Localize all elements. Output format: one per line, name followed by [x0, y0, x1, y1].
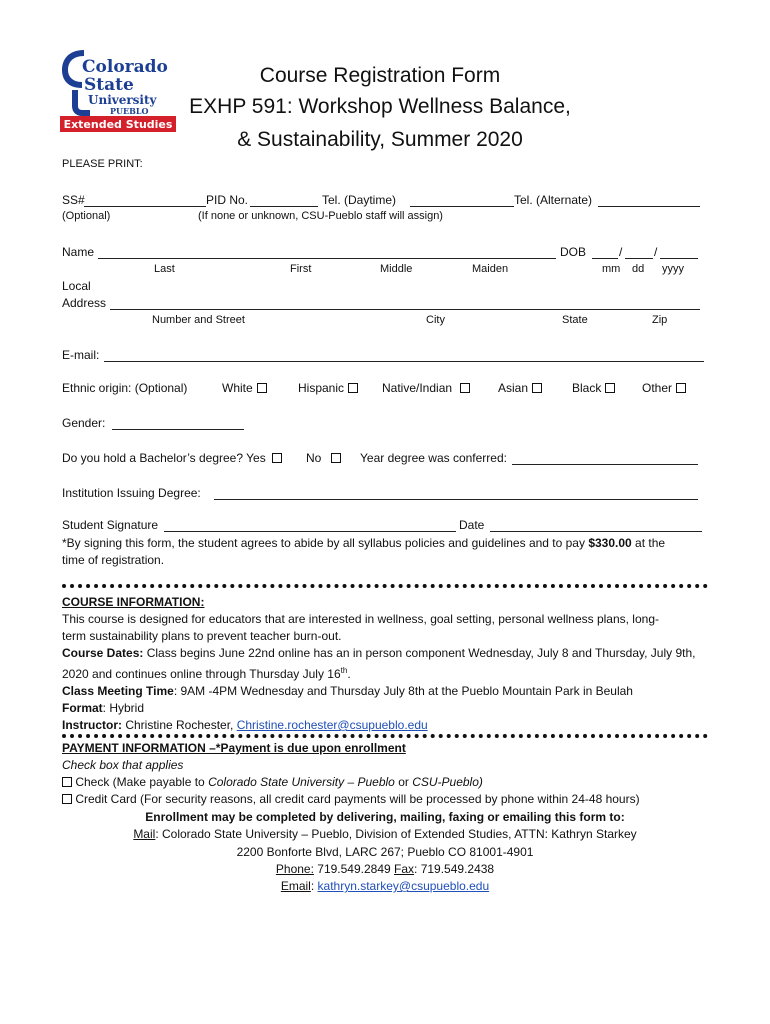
- format-label: Format: [62, 701, 103, 715]
- middle-caption: Middle: [380, 263, 413, 275]
- course-dates-label: Course Dates:: [62, 646, 144, 660]
- logo-extended-studies: Extended Studies: [63, 118, 173, 131]
- ethnic-hispanic-label: Hispanic: [298, 381, 345, 395]
- logo-pueblo: PUEBLO: [110, 106, 149, 116]
- ethnic-native-label: Native/Indian: [382, 381, 453, 395]
- course-desc-1: This course is designed for educators that are interested in wellness, goal setting, personal wellness plans, long-: [62, 612, 659, 626]
- date-label: Date: [459, 518, 485, 532]
- yyyy-caption: yyyy: [662, 263, 684, 275]
- email-field[interactable]: [104, 361, 704, 362]
- mm-caption: mm: [602, 263, 621, 275]
- meeting-time: : 9AM -4PM Wednesday and Thursday July 8th at the Pueblo Mountain Park in Beulah: [173, 684, 633, 698]
- zip-caption: Zip: [652, 314, 668, 326]
- check-payee-2: CSU-Pueblo): [412, 775, 483, 789]
- phone-label: Phone:: [275, 862, 314, 876]
- date-field[interactable]: [490, 531, 702, 532]
- ethnic-black-option[interactable]: [572, 381, 615, 395]
- name-field[interactable]: [98, 258, 556, 259]
- checkbox-black[interactable]: [605, 383, 615, 393]
- ss-label: SS#: [62, 193, 85, 207]
- gender-label: Gender:: [62, 416, 106, 430]
- instructor-email-link[interactable]: Christine.rochester@csupueblo.edu: [236, 718, 428, 732]
- ethnic-asian-label: Asian: [498, 381, 529, 395]
- check-payment-text: Check (Make payable to: [72, 775, 209, 789]
- contact-email-link[interactable]: kathryn.starkey@csupueblo.edu: [317, 879, 490, 893]
- dotted-divider-1: [62, 584, 708, 588]
- course-information: [62, 594, 708, 734]
- year-conferred-field[interactable]: [512, 464, 698, 465]
- bachelor-no-label: No: [306, 451, 322, 465]
- bachelor-question: [62, 451, 282, 465]
- course-info-heading: COURSE INFORMATION:: [62, 595, 205, 609]
- tel-alternate-label: Tel. (Alternate): [514, 193, 593, 207]
- agreement-text: [62, 535, 708, 569]
- ss-note: (Optional): [62, 210, 111, 222]
- signature-field[interactable]: [164, 531, 456, 532]
- pid-field[interactable]: [250, 206, 318, 207]
- course-dates-2: 2020 and continues online through Thursday July 16: [62, 667, 341, 681]
- checkbox-native[interactable]: [460, 383, 470, 393]
- signature-label: Student Signature: [62, 518, 159, 532]
- maiden-caption: Maiden: [472, 263, 509, 275]
- check-box-instruction: Check box that applies: [62, 758, 184, 772]
- please-print-label: PLEASE PRINT:: [62, 158, 143, 170]
- csu-pueblo-logo: [60, 46, 178, 132]
- fax-label: Fax: [394, 862, 415, 876]
- payment-heading: PAYMENT INFORMATION –*Payment is due upon enrollment: [62, 741, 406, 755]
- fee-amount: $330.00: [588, 536, 632, 550]
- institution-field[interactable]: [214, 499, 698, 500]
- instructor-name: Christine Rochester,: [122, 718, 237, 732]
- course-dates-sup: th: [340, 666, 348, 675]
- agreement-text-3: time of registration.: [62, 553, 165, 567]
- first-caption: First: [290, 263, 312, 275]
- logo-university: University: [88, 93, 157, 107]
- checkbox-bachelor-no[interactable]: [331, 453, 341, 463]
- pid-note: (If none or unknown, CSU-Pueblo staff will assign): [198, 210, 443, 222]
- bachelor-no-option[interactable]: [306, 451, 341, 465]
- course-desc-2: term sustainability plans to prevent teacher burn-out.: [62, 629, 342, 643]
- checkbox-check-payment[interactable]: [62, 777, 72, 787]
- checkbox-white[interactable]: [257, 383, 267, 393]
- phone-fax: [62, 862, 708, 876]
- street-caption: Number and Street: [152, 314, 245, 326]
- dob-sep-1: /: [619, 245, 623, 259]
- mail-label: Mail: [133, 827, 156, 841]
- meeting-time-label: Class Meeting Time: [62, 684, 174, 698]
- year-conferred-label: Year degree was conferred:: [360, 451, 507, 465]
- dob-year-field[interactable]: [660, 258, 698, 259]
- mail-value: : Colorado State University – Pueblo, Division of Extended Studies, ATTN: Kathryn Starkey: [155, 827, 637, 841]
- check-or: or: [394, 775, 413, 789]
- last-caption: Last: [154, 263, 175, 275]
- pid-label: PID No.: [206, 193, 249, 207]
- dob-month-field[interactable]: [592, 258, 618, 259]
- dob-day-field[interactable]: [625, 258, 653, 259]
- city-caption: City: [426, 314, 445, 326]
- ethnic-native-option[interactable]: [382, 381, 470, 395]
- dotted-divider-2: [62, 734, 708, 738]
- dob-label: DOB: [560, 245, 587, 259]
- email-contact-label: Email: [280, 879, 311, 893]
- phone-value: 719.549.2849: [313, 862, 395, 876]
- tel-daytime-field[interactable]: [410, 206, 514, 207]
- ethnic-white-label: White: [222, 381, 253, 395]
- institution-label: Institution Issuing Degree:: [62, 486, 201, 500]
- format-value: : Hybrid: [102, 701, 145, 715]
- address-label: Address: [62, 296, 107, 310]
- course-dates-1: Class begins June 22nd online has an in person component Wednesday, July 8 and Thursday, July 9th,: [143, 646, 696, 660]
- dob-sep-2: /: [654, 245, 658, 259]
- gender-field[interactable]: [112, 429, 244, 430]
- ethnic-asian-option[interactable]: [498, 381, 542, 395]
- form-title: Course Registration Form: [259, 64, 501, 87]
- email-sep: :: [310, 879, 318, 893]
- ethnic-white-option[interactable]: [222, 381, 267, 395]
- bachelor-question-text: Do you hold a Bachelor’s degree? Yes: [62, 451, 266, 465]
- logo-colorado: Colorado: [82, 57, 168, 77]
- tel-daytime-label: Tel. (Daytime): [322, 193, 397, 207]
- street-address: 2200 Bonforte Blvd, LARC 267; Pueblo CO 81001-4901: [236, 845, 534, 859]
- payment-information: [62, 740, 708, 808]
- email-label: E-mail:: [62, 348, 100, 362]
- checkbox-credit-card[interactable]: [62, 794, 72, 804]
- logo-state: State: [84, 75, 134, 95]
- agreement-text-2: at the: [631, 536, 666, 550]
- ethnic-black-label: Black: [572, 381, 602, 395]
- instructor-label: Instructor:: [62, 718, 122, 732]
- check-payee-1: Colorado State University – Pueblo: [208, 775, 395, 789]
- ethnic-other-option[interactable]: [642, 381, 686, 395]
- state-caption: State: [562, 314, 588, 326]
- credit-card-text: Credit Card (For security reasons, all credit card payments will be processed by phone within 24-48 hours): [72, 792, 640, 806]
- ethnic-origin-label: Ethnic origin: (Optional): [62, 381, 188, 395]
- course-title-line1: EXHP 591: Workshop Wellness Balance,: [189, 95, 571, 118]
- address-field[interactable]: [110, 309, 700, 310]
- course-title-line2: & Sustainability, Summer 2020: [237, 128, 523, 151]
- course-dates-end: .: [347, 667, 351, 681]
- checkbox-other[interactable]: [676, 383, 686, 393]
- dd-caption: dd: [632, 263, 645, 275]
- ethnic-other-label: Other: [642, 381, 673, 395]
- ethnic-hispanic-option[interactable]: [298, 381, 358, 395]
- checkbox-bachelor-yes[interactable]: [272, 453, 282, 463]
- agreement-text-1: *By signing this form, the student agrees to abide by all syllabus policies and guidelines and to pay: [62, 536, 589, 550]
- fax-value: : 719.549.2438: [414, 862, 495, 876]
- mail-address: [62, 827, 708, 841]
- checkbox-hispanic[interactable]: [348, 383, 358, 393]
- tel-alternate-field[interactable]: [598, 206, 700, 207]
- csu-logo-graphic: [60, 46, 178, 132]
- checkbox-asian[interactable]: [532, 383, 542, 393]
- enrollment-methods: Enrollment may be completed by delivering, mailing, faxing or emailing this form to:: [145, 810, 625, 824]
- name-label: Name: [62, 245, 95, 259]
- local-label: Local: [62, 279, 91, 293]
- contact-email: [62, 879, 708, 893]
- ss-field[interactable]: [84, 206, 206, 207]
